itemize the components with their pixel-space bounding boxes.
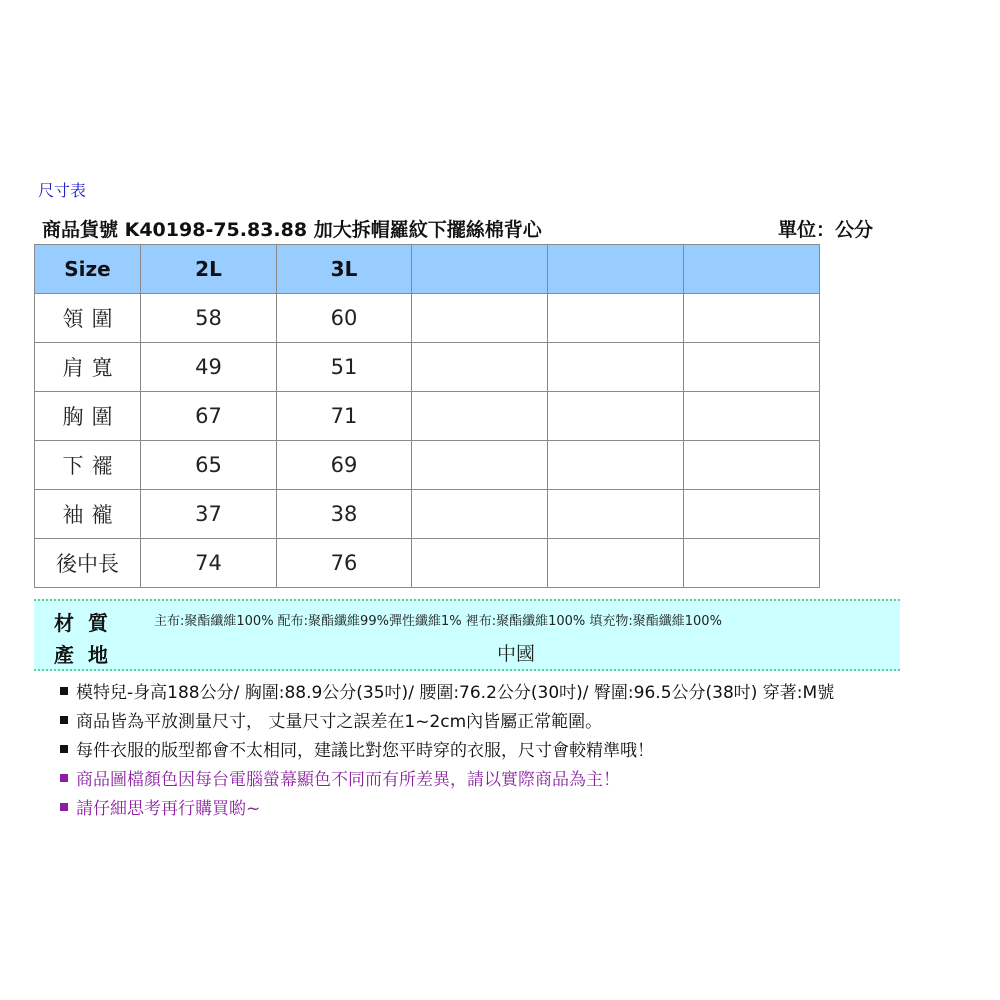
row-label-armhole: 袖襱: [35, 490, 141, 539]
material-composition: 主布:聚酯纖維100% 配布:聚酯纖維99%彈性纖維1% 裡布:聚酯纖維100% 填充物:聚酯纖維100%: [154, 614, 722, 629]
row-label-shoulder: 肩寬: [35, 343, 141, 392]
product-number-title: 商品貨號 K40198-75.83.88 加大拆帽羅紋下擺絲棉背心: [42, 219, 542, 241]
table-cell: [412, 392, 548, 441]
table-row: [35, 392, 820, 441]
note-text: 商品皆為平放測量尺寸， 丈量尺寸之誤差在1~2cm內皆屬正常範圍。: [76, 712, 603, 732]
row-label-neck: 領圍: [35, 294, 141, 343]
note-text: 商品圖檔顏色因每台電腦螢幕顯色不同而有所差異，請以實際商品為主！: [76, 770, 620, 790]
table-cell: [412, 343, 548, 392]
table-cell: [412, 490, 548, 539]
material-origin-box: [34, 599, 900, 671]
material-label: 材質: [54, 611, 122, 635]
table-cell: 71: [277, 392, 412, 441]
table-row: [35, 539, 820, 588]
list-item: [60, 738, 834, 767]
square-bullet-icon: [60, 803, 68, 811]
table-cell: 65: [141, 441, 277, 490]
table-cell: [684, 441, 820, 490]
table-cell: 60: [277, 294, 412, 343]
table-cell: [548, 490, 684, 539]
table-cell: 38: [277, 490, 412, 539]
table-cell: [548, 294, 684, 343]
table-cell: 37: [141, 490, 277, 539]
table-row: [35, 294, 820, 343]
origin-value: 中國: [497, 643, 536, 665]
table-header-row: [35, 245, 820, 294]
table-cell: 51: [277, 343, 412, 392]
note-text: 請仔細思考再行購買喲~: [76, 799, 261, 819]
table-cell: [684, 294, 820, 343]
table-cell: [548, 392, 684, 441]
size-table: [34, 244, 820, 588]
table-cell: [684, 392, 820, 441]
table-cell: [548, 539, 684, 588]
header-cell-empty: [684, 245, 820, 294]
list-item: [60, 767, 834, 796]
table-cell: 76: [277, 539, 412, 588]
table-cell: [684, 539, 820, 588]
list-item: [60, 796, 834, 825]
table-cell: 67: [141, 392, 277, 441]
header-cell-size: Size: [35, 245, 141, 294]
table-cell: [684, 490, 820, 539]
table-row: [35, 441, 820, 490]
square-bullet-icon: [60, 716, 68, 724]
table-cell: 69: [277, 441, 412, 490]
row-label-chest: 胸圍: [35, 392, 141, 441]
table-row: [35, 343, 820, 392]
row-label-back-length: 後中長: [35, 539, 141, 588]
square-bullet-icon: [60, 687, 68, 695]
square-bullet-icon: [60, 774, 68, 782]
origin-label: 產地: [54, 643, 122, 667]
table-cell: [412, 441, 548, 490]
table-cell: [684, 343, 820, 392]
table-cell: 49: [141, 343, 277, 392]
header-cell-2l: 2L: [141, 245, 277, 294]
size-chart-title: 尺寸表: [38, 181, 87, 200]
list-item: [60, 709, 834, 738]
table-row: [35, 490, 820, 539]
note-text: 每件衣服的版型都會不太相同，建議比對您平時穿的衣服，尺寸會較精準哦！: [76, 741, 654, 761]
row-label-hem: 下襬: [35, 441, 141, 490]
header-cell-empty: [412, 245, 548, 294]
note-text: 模特兒-身高188公分/ 胸圍:88.9公分(35吋)/ 腰圍:76.2公分(30吋)/ 臀圍:96.5公分(38吋) 穿著:M號: [76, 683, 835, 703]
header-cell-empty: [548, 245, 684, 294]
table-cell: 58: [141, 294, 277, 343]
header-cell-3l: 3L: [277, 245, 412, 294]
table-cell: 74: [141, 539, 277, 588]
table-cell: [412, 294, 548, 343]
table-cell: [548, 441, 684, 490]
table-cell: [412, 539, 548, 588]
square-bullet-icon: [60, 745, 68, 753]
unit-label: 單位：公分: [778, 219, 874, 241]
list-item: [60, 680, 834, 709]
notes-list: [60, 680, 834, 825]
table-cell: [548, 343, 684, 392]
